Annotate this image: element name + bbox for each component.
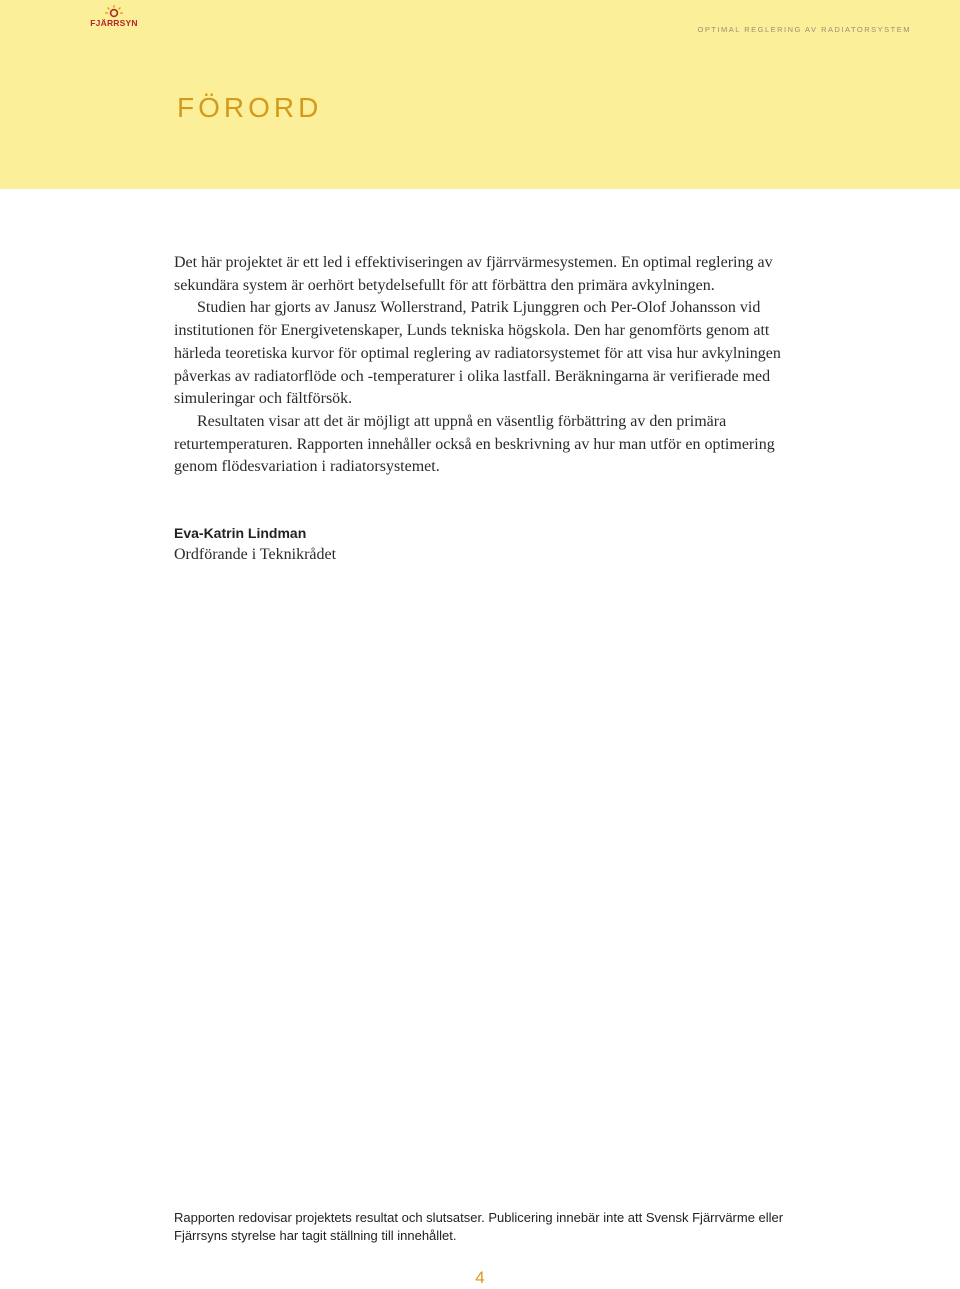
paragraph: Resultaten visar att det är möjligt att uppnå en väsentlig förbättring av den primära returtemperaturen. Rapporten innehåller också en beskrivning av hur man utför en optimering genom flödesvariation i radiatorsystemet. bbox=[174, 412, 775, 476]
paragraph: Det här projektet är ett led i effektiviseringen av fjärrvärmesystemen. En optimal reglering av sekundära system är oerhört betydelsefullt för att förbättra den primära avkylningen. bbox=[174, 254, 773, 294]
page-number: 4 bbox=[475, 1268, 485, 1287]
page-title: FÖRORD bbox=[177, 92, 323, 123]
logo-text: FJÄRRSYN bbox=[90, 18, 138, 28]
body-text bbox=[174, 252, 786, 479]
paragraph: Studien har gjorts av Janusz Wollerstrand, Patrik Ljunggren och Per-Olof Johansson vid institutionen för Energivetenskaper, Lunds tekniska högskola. Den har genomförts genom att härleda teoretiska kurvor för optimal reglering av radiatorsystemet för att visa hur avkylningen påverkas av radiatorflöde och -temperaturer i olika lastfall. Beräkningarna är verifierade med simuleringar och fältförsök. bbox=[174, 299, 781, 408]
footer-note: Rapporten redovisar projektets resultat och slutsatser. Publicering innebär inte att Svensk Fjärrvärme eller Fjärrsyns styrelse har tagit ställning till innehållet. bbox=[174, 1210, 784, 1243]
running-header: OPTIMAL REGLERING AV RADIATORSYSTEM bbox=[697, 25, 911, 34]
fjarrsyn-logo bbox=[88, 4, 140, 30]
signature-name: Eva-Katrin Lindman bbox=[174, 525, 307, 541]
signature-role: Ordförande i Teknikrådet bbox=[174, 546, 337, 563]
